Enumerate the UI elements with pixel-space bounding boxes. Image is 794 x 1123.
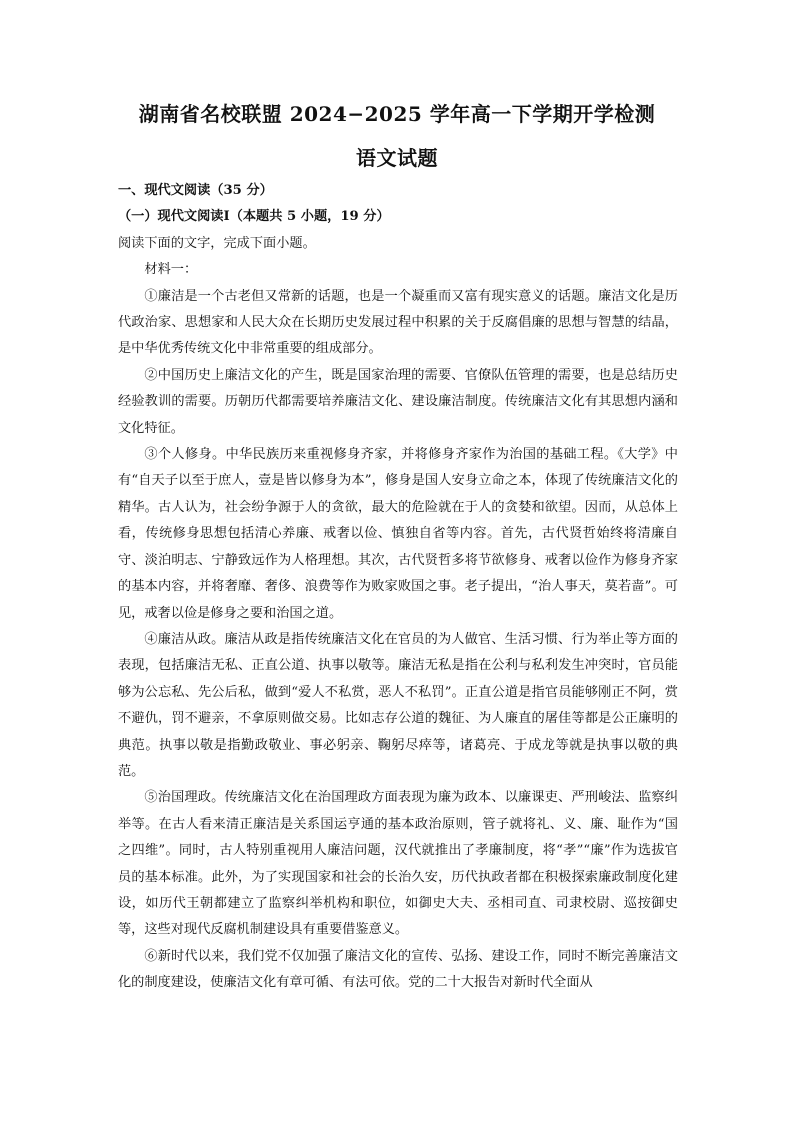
material-label: 材料一： — [144, 262, 198, 278]
section-heading: 一、现代文阅读（35 分） — [118, 183, 273, 198]
instruction-text: 阅读下面的文字，完成下面小题。 — [118, 235, 316, 251]
paragraph-1: ①廉洁是一个古老但又常新的话题，也是一个凝重而又富有现实意义的话题。廉洁文化是历代政治家、思想家和人民大众在长期历史发展过程中积累的关于反腐倡廉的思想与智慧的结晶，是中华优秀传统文化中非常重要的组成部分。 — [118, 288, 678, 357]
document-subtitle: 语文试题 — [356, 146, 438, 170]
paragraph-2: ②中国历史上廉洁文化的产生，既是国家治理的需要、官僚队伍管理的需要，也是总结历史经验教训的需要。历朝历代都需要培养廉洁文化、建设廉洁制度。传统廉洁文化有其思想内涵和文化特征。 — [118, 367, 678, 436]
section-subheading: （一）现代文阅读Ⅰ（本题共 5 小题，19 分） — [118, 209, 390, 225]
paragraph-4: ④廉洁从政。廉洁从政是指传统廉洁文化在官员的为人做官、生活习惯、行为举止等方面的表现，包括廉洁无私、正直公道、执事以敬等。廉洁无私是指在公利与私利发生冲突时，官员能够为公忘私、先公后私，做到“爱人不私赏，恶人不私罚”。正直公道是指官员能够刚正不阿，赏不避仇，罚不避亲，不拿原则做交易。比如志存公道的魏征、为人廉直的屠佳等都是公正廉明的典范。执事以敬是指勤政敬业、事必躬亲、鞠躬尽瘁等，诸葛亮、于成龙等就是执事以敬的典范。 — [118, 631, 678, 779]
paragraph-6: ⑥新时代以来，我们党不仅加强了廉洁文化的宣传、弘扬、建设工作，同时不断完善廉洁文化的制度建设，使廉洁文化有章可循、有法可依。党的二十大报告对新时代全面从 — [118, 948, 678, 991]
paragraph-3: ③个人修身。中华民族历来重视修身齐家，并将修身齐家作为治国的基础工程。《大学》中有“自天子以至于庶人，壹是皆以修身为本”，修身是国人安身立命之本，体现了传统廉洁文化的精华。古人认为，社会纷争源于人的贪欲，最大的危险就在于人的贪婪和欲望。因而，从总体上看，传统修身思想包括清心养廉、戒奢以俭、慎独自省等内容。首先，古代贤哲始终将清廉自守、淡泊明志、宁静致远作为人格理想。其次，古代贤哲多将节欲修身、戒奢以俭作为修身齐家的基本内容，并将奢靡、奢侈、浪费等作为败家败国之事。老子提出，“治人事天，莫若啬”。可见，戒奢以俭是修身之要和治国之道。 — [118, 447, 678, 621]
paragraph-5: ⑤治国理政。传统廉洁文化在治国理政方面表现为廉为政本、以廉课吏、严刑峻法、监察纠举等。在古人看来清正廉洁是关系国运亨通的基本政治原则，管子就将礼、义、廉、耻作为“国之四维”。同时，古人特别重视用人廉洁问题，汉代就推出了孝廉制度，将“孝”“廉”作为选拔官员的基本标准。此外，为了实现国家和社会的长治久安，历代执政者都在积极探索廉政制度化建设，如历代王朝都建立了监察纠举机构和职位，如御史大夫、丞相司直、司隶校尉、巡按御史等，这些对现代反腐机制建设具有重要借鉴意义。 — [118, 790, 678, 938]
document-body — [118, 178, 678, 997]
document-title: 湖南省名校联盟 2024−2025 学年高一下学期开学检测 — [138, 102, 656, 126]
